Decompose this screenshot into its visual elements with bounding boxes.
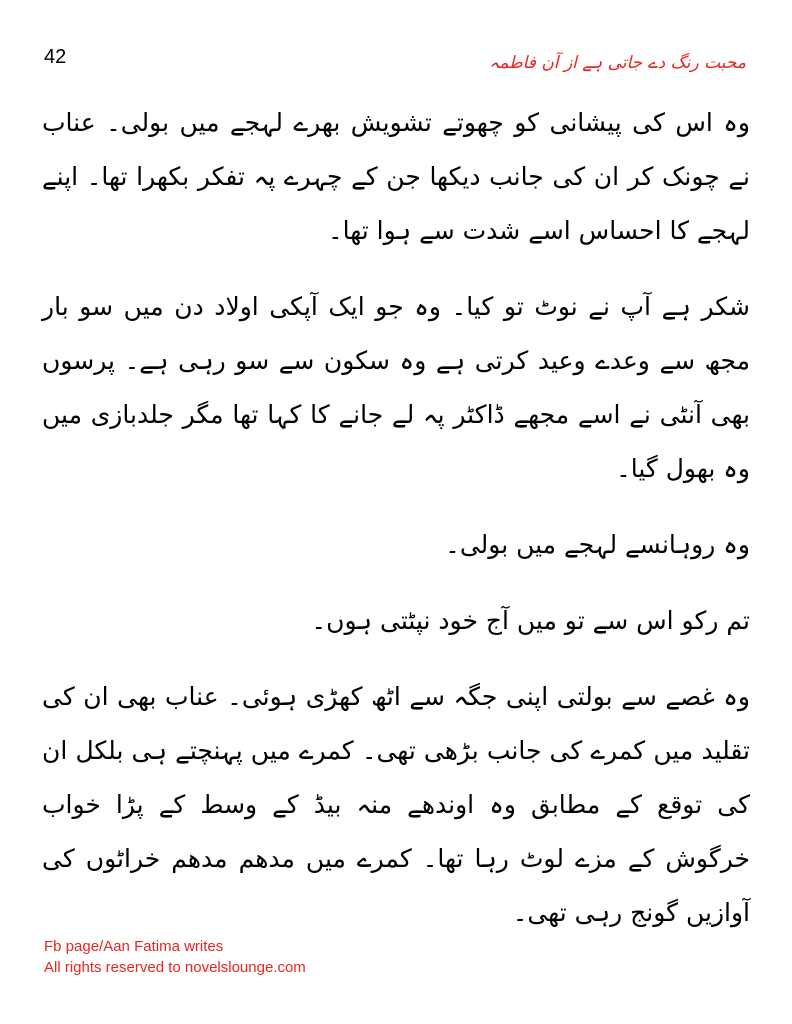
running-header: محبت رنگ دے جاتی ہے از آن فاطمہ bbox=[489, 53, 746, 73]
paragraph: شکر ہے آپ نے نوٹ تو کیا۔ وہ جو ایک آپکی اولاد دن میں سو بار مجھ سے وعدے وعید کرتی ہے وہ سکون سے سو رہی ہے۔ پرسوں بھی آنٹی نے اسے مجھے ڈاکٹر پہ لے جانے کا کہا تھا مگر جلدبازی میں وہ بھول گیا۔ bbox=[42, 292, 750, 483]
footer bbox=[44, 936, 306, 978]
footer-rights: All rights reserved to novelslounge.com bbox=[44, 959, 306, 976]
page-number: 42 bbox=[44, 46, 67, 68]
footer-credit: Fb page/Aan Fatima writes bbox=[44, 938, 224, 955]
paragraph: وہ اس کی پیشانی کو چھوتے تشویش بھرے لہجے میں بولی۔ عناب نے چونک کر ان کی جانب دیکھا جن کے چہرے پہ تفکر بکھرا تھا۔ اپنے لہجے کا احساس اسے شدت سے ہوا تھا۔ bbox=[42, 108, 750, 245]
paragraph: تم رکو اس سے تو میں آج خود نپٹتی ہوں۔ bbox=[311, 606, 750, 635]
body-text bbox=[42, 96, 750, 962]
paragraph: وہ روہانسے لہجے میں بولی۔ bbox=[445, 530, 750, 559]
paragraph: وہ غصے سے بولتی اپنی جگہ سے اٹھ کھڑی ہوئی۔ عناب بھی ان کی تقلید میں کمرے کی جانب بڑھی تھی۔ کمرے میں پہنچتے ہی بلکل ان کی توقع کے مطابق وہ اوندھے منہ بیڈ کے وسط کے پڑا خواب خرگوش کے مزے لوٹ رہا تھا۔ کمرے میں مدھم مدھم خراٹوں کی آوازیں گونج رہی تھی۔ bbox=[42, 682, 750, 927]
